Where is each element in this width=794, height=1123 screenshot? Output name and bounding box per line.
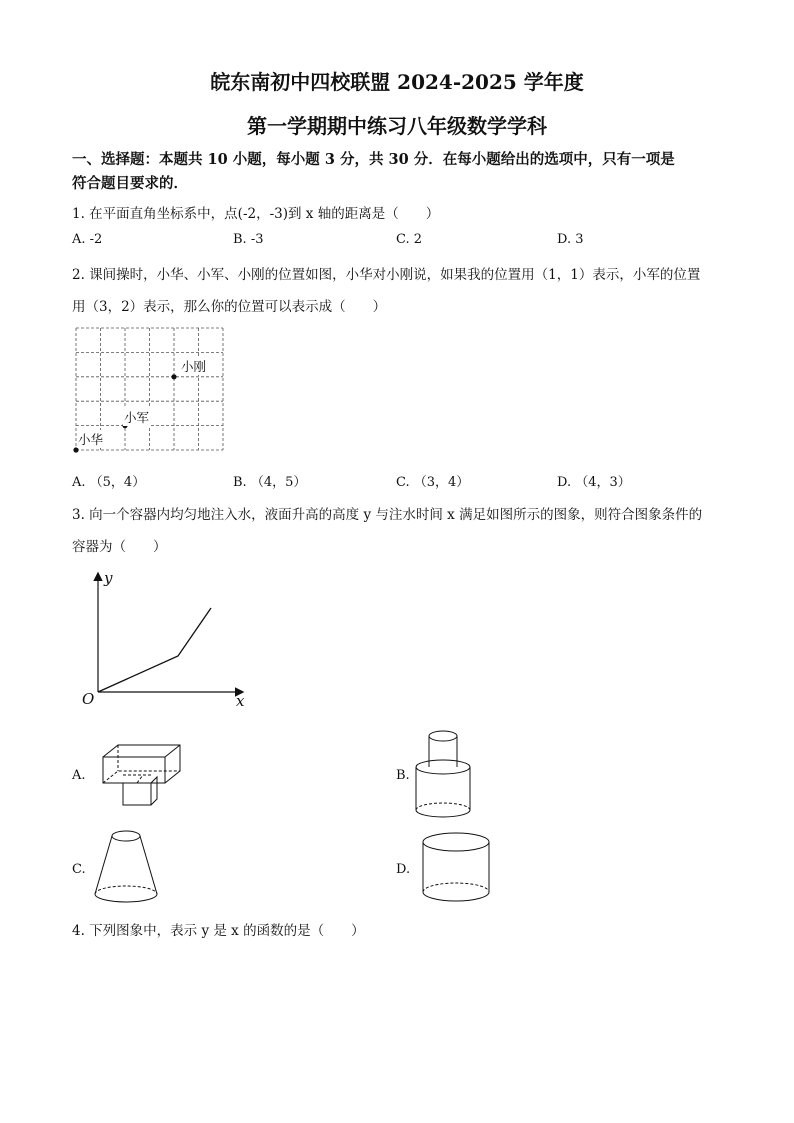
section-header-line2: 符合题目要求的． — [72, 175, 188, 192]
question-3-stem-line1: 3. 向一个容器内均匀地注入水，液面升高的高度 y 与注水时间 x 满足如图所示的图象，则符合图象条件的 — [72, 507, 703, 523]
graph-y-label: y — [104, 569, 113, 587]
container-c-figure — [92, 828, 172, 908]
xiaogang-label: 小刚 — [181, 359, 207, 374]
exam-title-line2: 第一学期期中练习八年级数学学科 — [247, 114, 547, 138]
question-3-option-b: B. — [396, 768, 410, 783]
graph-line — [98, 608, 211, 692]
container-b-figure — [412, 726, 502, 826]
xiaogang-point — [171, 374, 176, 379]
question-2-option-b: B. （4，5） — [233, 475, 307, 490]
exam-title-line1: 皖东南初中四校联盟 2024-2025 学年度 — [210, 70, 584, 94]
question-2-option-c: C. （3，4） — [396, 475, 470, 490]
container-d-figure — [420, 830, 510, 910]
xiaohua-point — [73, 447, 78, 452]
xiaohua-label: 小华 — [78, 432, 104, 447]
water-level-graph — [80, 570, 260, 710]
graph-x-label: x — [236, 692, 245, 710]
question-1-option-c: C. 2 — [396, 232, 423, 247]
question-3-stem-line2: 容器为（ ） — [72, 539, 167, 555]
xiaojun-label: 小军 — [124, 410, 150, 425]
question-1-option-a: A. -2 — [72, 232, 103, 247]
question-2-option-d: D. （4，3） — [557, 475, 631, 490]
question-1-option-d: D. 3 — [557, 232, 584, 247]
question-4-stem: 4. 下列图象中，表示 y 是 x 的函数的是（ ） — [72, 923, 365, 939]
question-3-option-c: C. — [72, 862, 86, 877]
graph-origin-label: O — [82, 690, 95, 708]
question-1-stem: 1. 在平面直角坐标系中，点(-2，-3)到 x 轴的距离是（ ） — [72, 206, 440, 222]
section-header-line1: 一、选择题：本题共 10 小题，每小题 3 分，共 30 分．在每小题给出的选项中，只有一项是 — [72, 151, 675, 168]
question-2-stem-line2: 用（3，2）表示，那么你的位置可以表示成（ ） — [72, 299, 387, 315]
question-3-option-d: D. — [396, 862, 411, 877]
question-2-stem-line1: 2. 课间操时，小华、小军、小刚的位置如图，小华对小刚说，如果我的位置用（1，1）表示，小军的位置 — [72, 267, 701, 283]
question-1-option-b: B. -3 — [233, 232, 264, 247]
container-a-figure — [100, 742, 190, 812]
question-2-option-a: A. （5，4） — [72, 475, 146, 490]
question-3-option-a: A. — [72, 768, 86, 783]
